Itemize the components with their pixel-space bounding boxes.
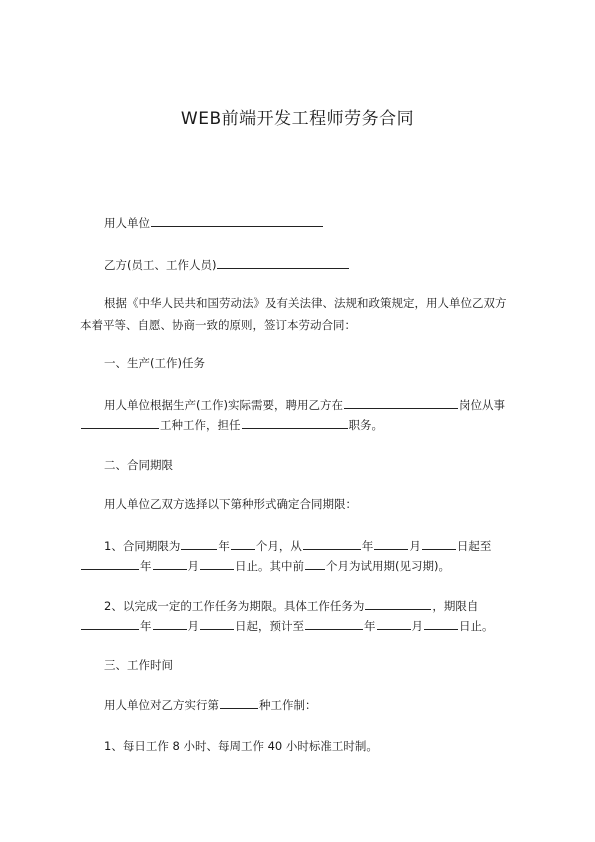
- employee-blank: [217, 257, 349, 269]
- start-month-blank: [374, 538, 408, 550]
- to-month-blank: [377, 618, 411, 630]
- s2-2-text-c: 日起，预计至: [235, 619, 304, 633]
- page-title: WEB前端开发工程师劳务合同: [180, 109, 415, 129]
- unit-year: 年: [140, 559, 152, 573]
- post-blank: [344, 397, 458, 409]
- unit-month: 月: [187, 619, 199, 633]
- unit-year: 年: [140, 619, 152, 633]
- start-day-blank: [422, 538, 456, 550]
- to-year-blank: [305, 618, 363, 630]
- employee-line: [104, 257, 350, 272]
- section2-item2-line-2: [80, 618, 494, 633]
- intro-line-2: 本着平等、自愿、协商一致的原则，签订本劳动合同：: [80, 318, 356, 332]
- end-day-blank: [200, 558, 234, 570]
- section2-intro: 用人单位乙双方选择以下第种形式确定合同期限：: [104, 497, 357, 511]
- s1-text-a: 用人单位根据生产(工作)实际需要，聘用乙方在: [104, 398, 343, 412]
- unit-year: 年: [361, 539, 374, 553]
- unit-month: 月: [187, 559, 199, 573]
- end-month-blank: [153, 558, 187, 570]
- end-year-blank: [81, 558, 139, 570]
- section3-line-1: [104, 697, 317, 712]
- s2-1-text-a: 1、合同期限为: [104, 539, 181, 553]
- probation-blank: [305, 558, 325, 570]
- s3-text-a: 用人单位对乙方实行第: [104, 698, 219, 712]
- section2-item1-line-1: [104, 538, 491, 553]
- from-day-blank: [200, 618, 234, 630]
- section1-line-2: [80, 417, 383, 432]
- s2-2-text-a: 2、以完成一定的工作任务为期限。具体工作任务为: [104, 599, 365, 613]
- to-day-blank: [424, 618, 458, 630]
- section1-line-1: [104, 397, 505, 412]
- task-blank: [365, 598, 431, 610]
- s2-1-text-b: 个月，从: [255, 539, 302, 553]
- section3-heading: 三、工作时间: [104, 658, 173, 672]
- section1-heading: 一、生产(工作)任务: [104, 356, 205, 370]
- months-blank: [231, 538, 255, 550]
- unit-year: 年: [364, 619, 376, 633]
- trade-blank: [81, 417, 159, 429]
- years-blank: [181, 538, 217, 550]
- s1-text-d: 职务。: [348, 418, 383, 432]
- employer-line: [104, 215, 324, 230]
- s2-2-text-d: 日止。: [459, 619, 494, 633]
- from-year-blank: [81, 618, 139, 630]
- s2-1-text-c: 日起至: [456, 539, 492, 553]
- section3-item1: 1、每日工作 8 小时、每周工作 40 小时标准工时制。: [104, 739, 378, 753]
- s2-2-text-b: ，期限自: [432, 599, 479, 613]
- employer-blank: [151, 215, 323, 227]
- from-month-blank: [153, 618, 187, 630]
- s3-text-b: 种工作制：: [259, 698, 317, 712]
- s2-1-text-e: 个月为试用期(见习期)。: [326, 559, 450, 573]
- work-system-blank: [220, 697, 258, 709]
- s2-1-text-d: 日止。其中前: [235, 559, 304, 573]
- employer-label: 用人单位: [104, 216, 150, 230]
- unit-month: 月: [411, 619, 423, 633]
- section2-item1-line-2: [80, 558, 450, 573]
- s1-text-c: 工种工作，担任: [160, 418, 241, 432]
- unit-year: 年: [218, 539, 230, 553]
- position-blank: [242, 417, 348, 429]
- unit-month: 月: [409, 539, 421, 553]
- start-year-blank: [303, 538, 361, 550]
- section2-item2-line-1: [104, 598, 478, 613]
- s1-text-b: 岗位从事: [458, 398, 505, 412]
- employee-label: 乙方(员工、工作人员): [104, 258, 217, 272]
- section2-heading: 二、合同期限: [104, 458, 173, 472]
- intro-line-1: 根据《中华人民共和国劳动法》及有关法律、法规和政策规定，用人单位乙双方: [104, 296, 507, 310]
